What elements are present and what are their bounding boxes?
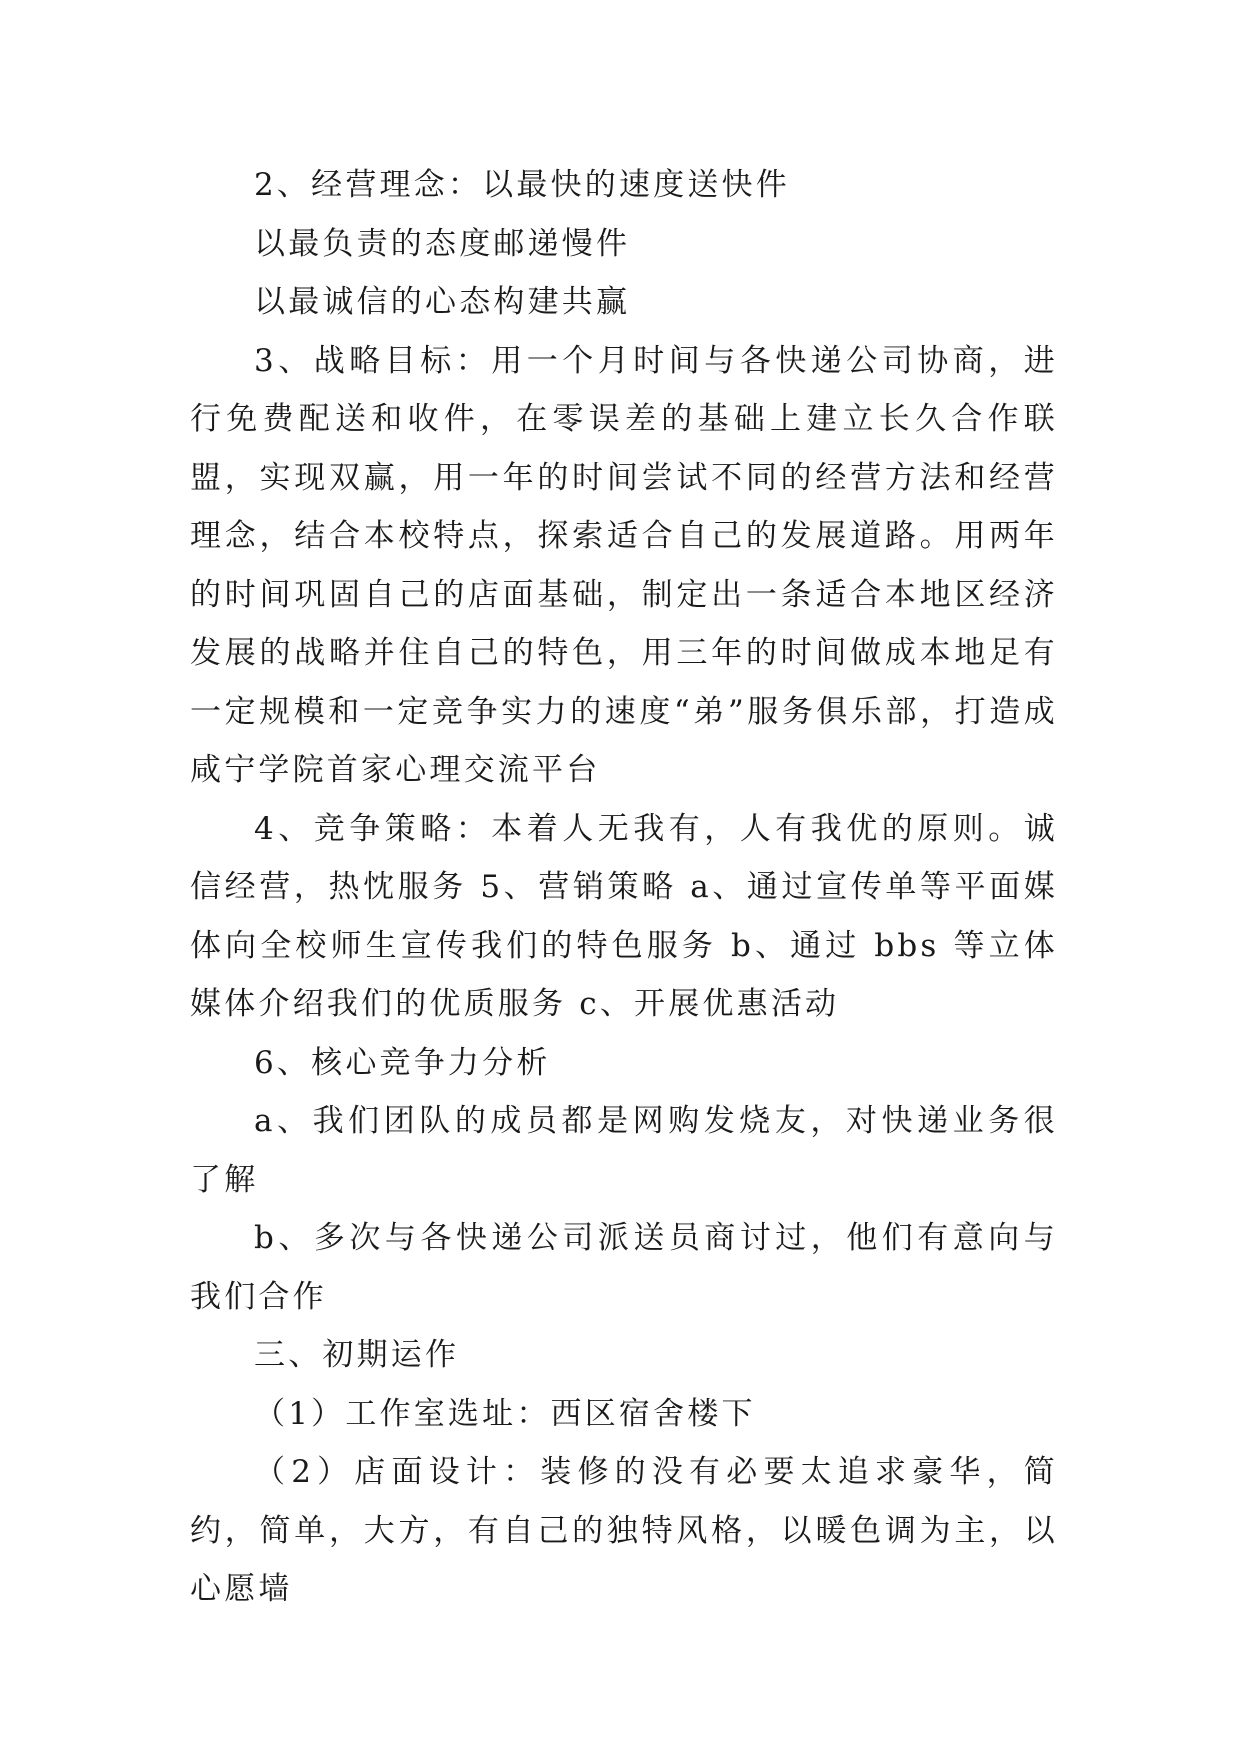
- paragraph-studio-location: （1）工作室选址：西区宿舍楼下: [254, 1395, 756, 1432]
- paragraph-core-competence-a: a、我们团队的成员都是网购发烧友，对快递业务很了解: [190, 1103, 1058, 1198]
- paragraph-philosophy-line-3: 以最诚信的心态构建共赢: [254, 284, 631, 320]
- paragraph-store-design: （2）店面设计：装修的没有必要太追求豪华，简约，简单，大方，有自己的独特风格，以暖色调为主，以心愿墙: [190, 1454, 1058, 1607]
- paragraph-competitive-strategy: 4、竞争策略：本着人无我有，人有我优的原则。诚信经营，热忱服务 5、营销策略 a、通过宣传单等平面媒体向全校师生宣传我们的特色服务 b、通过 bbs 等立体媒体介绍我们的优质服务 c、开展优惠活动: [190, 810, 1058, 1022]
- paragraph-strategic-goals: 3、战略目标：用一个月时间与各快递公司协商，进行免费配送和收件，在零误差的基础上建立长久合作联盟，实现双赢，用一年的时间尝试不同的经营方法和经营理念，结合本校特点，探索适合自己的发展道路。用两年的时间巩固自己的店面基础，制定出一条适合本地区经济发展的战略并住自己的特色，用三年的时间做成本地足有一定规模和一定竞争实力的速度“弟”服务俱乐部，打造成咸宁学院首家心理交流平台: [190, 342, 1058, 788]
- section-heading-initial-operation: 三、初期运作: [254, 1337, 460, 1373]
- paragraph-core-competence-heading: 6、核心竞争力分析: [254, 1044, 551, 1081]
- paragraph-philosophy-line-2: 以最负责的态度邮递慢件: [254, 225, 631, 262]
- paragraph-core-competence-b: b、多次与各快递公司派送员商讨过，他们有意向与我们合作: [190, 1220, 1058, 1315]
- document-body: [190, 156, 1058, 1619]
- paragraph-business-philosophy: 2、经营理念：以最快的速度送快件: [254, 167, 790, 203]
